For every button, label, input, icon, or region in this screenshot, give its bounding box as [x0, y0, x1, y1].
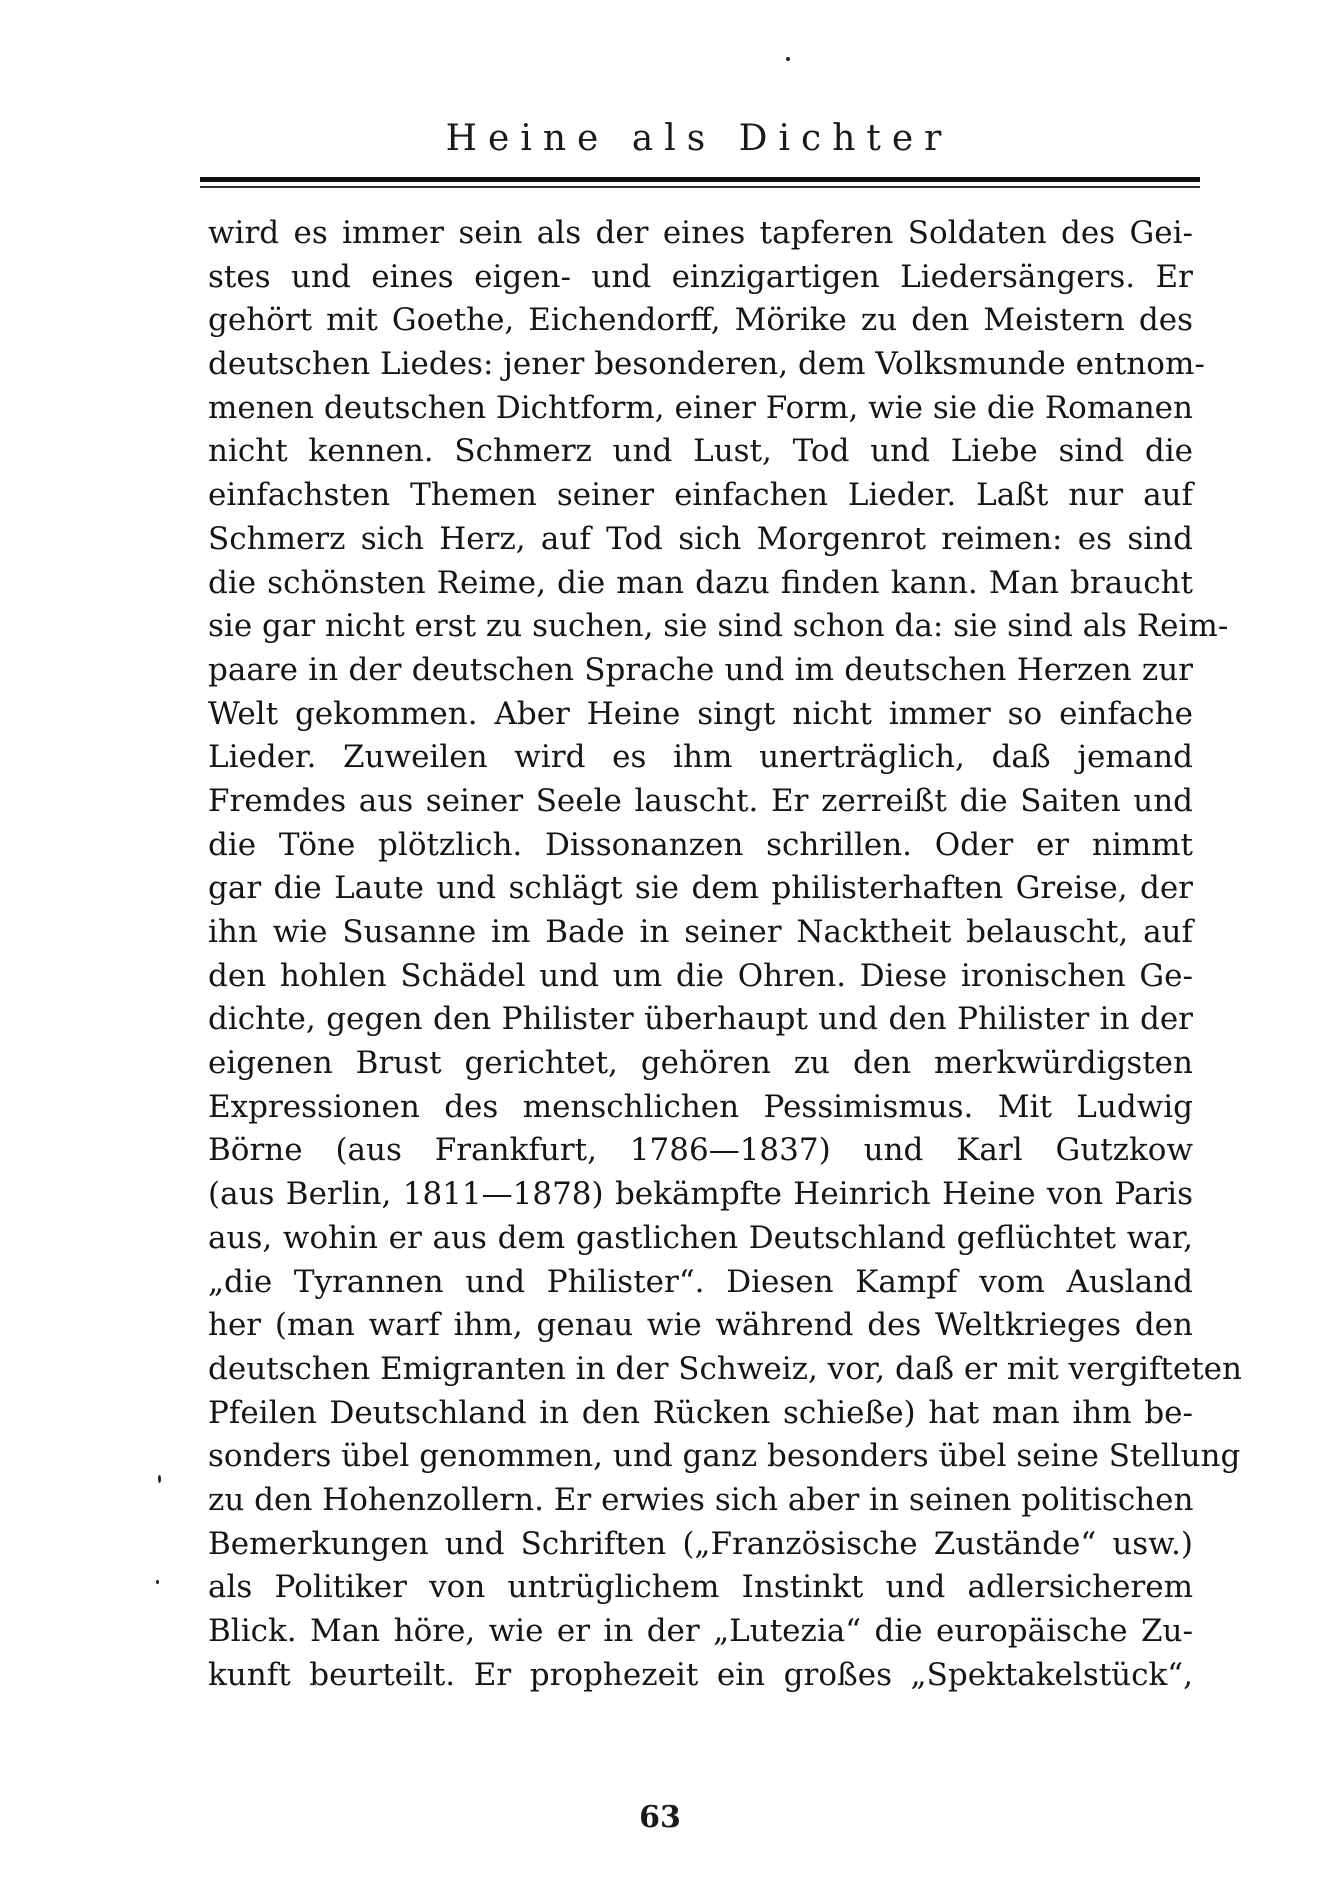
text-line: deutschen Liedes: jener besonderen, dem Volksmunde entnom-: [208, 346, 1205, 383]
text-line: Bemerkungen und Schriften („Französische Zustände“ usw.): [208, 1525, 1193, 1562]
text-line: Expressionen des menschlichen Pessimismus. Mit Ludwig: [208, 1088, 1193, 1125]
text-line: nicht kennen. Schmerz und Lust, Tod und Liebe sind die: [208, 433, 1193, 470]
text-line: wird es immer sein als der eines tapferen Soldaten des Gei-: [208, 215, 1193, 251]
text-line: her (man warf ihm, genau wie während des Weltkrieges den: [208, 1307, 1193, 1344]
text-line: gar die Laute und schlägt sie dem philisterhaften Greise, der: [208, 870, 1193, 907]
header-rule: [200, 177, 1200, 182]
text-line: Pfeilen Deutschland in den Rücken schieße) hat man ihm be-: [208, 1394, 1193, 1431]
print-speck: [158, 1475, 161, 1483]
text-line: Lieder. Zuweilen wird es ihm unerträglich, daß jemand: [208, 739, 1193, 776]
text-line: Blick. Man höre, wie er in der „Lutezia“ die europäische Zu-: [208, 1613, 1193, 1649]
body-text: [208, 212, 1242, 1697]
text-line: menen deutschen Dichtform, einer Form, wie sie die Romanen: [208, 389, 1193, 426]
text-line: die schönsten Reime, die man dazu finden kann. Man braucht: [208, 564, 1193, 601]
text-line: stes und eines eigen- und einzigartigen Liedersängers. Er: [208, 258, 1193, 295]
running-head: Heine als Dichter: [445, 118, 953, 159]
text-line: ihn wie Susanne im Bade in seiner Nacktheit belauscht, auf: [208, 914, 1193, 950]
text-line: deutschen Emigranten in der Schweiz, vor, daß er mit vergifteten: [208, 1350, 1242, 1387]
text-line: „die Tyrannen und Philister“. Diesen Kampf vom Ausland: [208, 1263, 1193, 1300]
text-line: gehört mit Goethe, Eichendorff, Mörike zu den Meistern des: [208, 302, 1193, 339]
text-line: zu den Hohenzollern. Er erwies sich aber in seinen politischen: [208, 1481, 1194, 1518]
text-line: Welt gekommen. Aber Heine singt nicht immer so einfache: [208, 695, 1193, 732]
text-line: den hohlen Schädel und um die Ohren. Diese ironischen Ge-: [208, 957, 1193, 994]
page-number: 63: [639, 1800, 681, 1835]
print-speck: [156, 1580, 159, 1584]
text-line: aus, wohin er aus dem gastlichen Deutschland geflüchtet war,: [208, 1219, 1193, 1256]
text-line: kunft beurteilt. Er prophezeit ein großes „Spektakelstück“,: [208, 1656, 1193, 1693]
text-line: sonders übel genommen, und ganz besonders übel seine Stellung: [208, 1438, 1241, 1475]
text-line: dichte, gegen den Philister überhaupt und den Philister in der: [208, 1001, 1193, 1038]
text-line: die Töne plötzlich. Dissonanzen schrillen. Oder er nimmt: [208, 826, 1193, 863]
text-line: paare in der deutschen Sprache und im deutschen Herzen zur: [208, 651, 1193, 688]
text-line: Fremdes aus seiner Seele lauscht. Er zerreißt die Saiten und: [208, 782, 1193, 819]
text-line: (aus Berlin, 1811—1878) bekämpfte Heinrich Heine von Paris: [208, 1176, 1193, 1213]
header-rule-thin: [200, 186, 1200, 188]
text-line: Schmerz sich Herz, auf Tod sich Morgenrot reimen: es sind: [208, 520, 1193, 557]
text-line: sie gar nicht erst zu suchen, sie sind schon da: sie sind als Reim-: [208, 608, 1229, 645]
text-line: als Politiker von untrüglichem Instinkt und adlersicherem: [208, 1569, 1193, 1606]
text-line: einfachsten Themen seiner einfachen Lieder. Laßt nur auf: [208, 477, 1193, 514]
print-speck: [786, 57, 790, 61]
text-line: Börne (aus Frankfurt, 1786—1837) und Karl Gutzkow: [208, 1132, 1193, 1169]
text-line: eigenen Brust gerichtet, gehören zu den merkwürdigsten: [208, 1045, 1193, 1082]
